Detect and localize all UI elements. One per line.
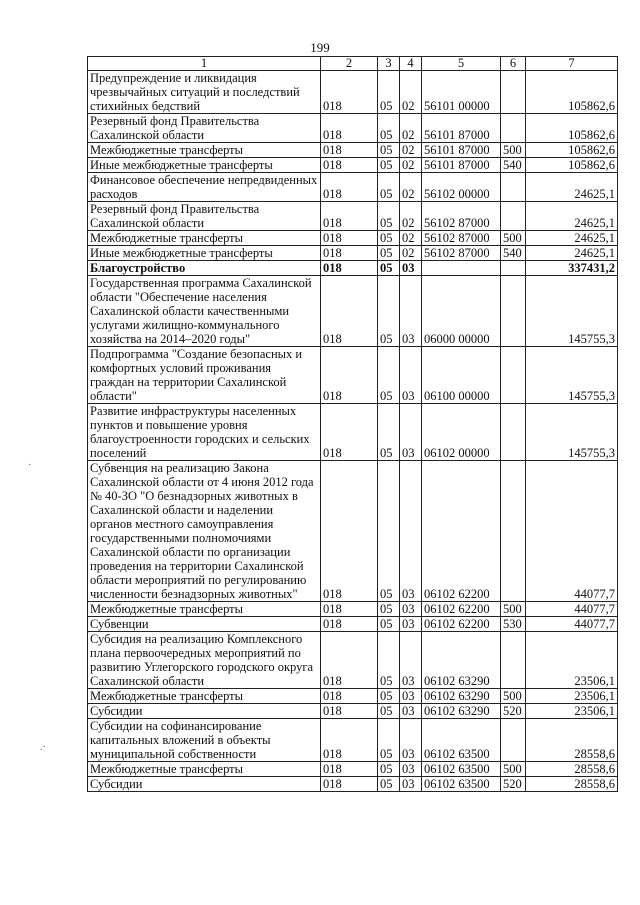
- table-row: [88, 347, 618, 404]
- table-row: [88, 173, 618, 202]
- row-expense-type: [501, 276, 526, 347]
- row-expense-type: [501, 404, 526, 461]
- row-section: 05: [378, 158, 400, 173]
- row-section: 05: [378, 704, 400, 719]
- row-expense-type: 530: [501, 617, 526, 632]
- row-amount: 28558,6: [526, 777, 618, 792]
- row-name: Предупреждение и ликвидация чрезвычайных ситуаций и последствий стихийных бедствий: [88, 71, 321, 114]
- row-amount: 145755,3: [526, 347, 618, 404]
- row-amount: 44077,7: [526, 617, 618, 632]
- table-body: [88, 71, 618, 792]
- scan-speck: .·: [40, 742, 46, 753]
- row-amount: 28558,6: [526, 719, 618, 762]
- row-admin-code: 018: [321, 347, 378, 404]
- row-expense-type: 540: [501, 246, 526, 261]
- row-amount: 44077,7: [526, 461, 618, 602]
- table-row: [88, 719, 618, 762]
- row-expense-type: 520: [501, 704, 526, 719]
- row-admin-code: 018: [321, 762, 378, 777]
- row-name: Субсидии на софинансирование капитальных вложений в объекты муниципальной собственности: [88, 719, 321, 762]
- row-name: Резервный фонд Правительства Сахалинской области: [88, 202, 321, 231]
- row-target-item: 56101 87000: [422, 158, 501, 173]
- row-expense-type: 540: [501, 158, 526, 173]
- row-subsection: 03: [400, 762, 422, 777]
- row-amount: 23506,1: [526, 704, 618, 719]
- row-target-item: 06102 63290: [422, 632, 501, 689]
- row-target-item: 56101 87000: [422, 143, 501, 158]
- row-section: 05: [378, 71, 400, 114]
- row-target-item: 06102 63500: [422, 762, 501, 777]
- row-subsection: 03: [400, 704, 422, 719]
- row-section: 05: [378, 231, 400, 246]
- row-name: Межбюджетные трансферты: [88, 602, 321, 617]
- row-target-item: 56102 00000: [422, 173, 501, 202]
- row-amount: 24625,1: [526, 246, 618, 261]
- row-admin-code: 018: [321, 114, 378, 143]
- row-name: Благоустройство: [88, 261, 321, 276]
- row-expense-type: 520: [501, 777, 526, 792]
- row-section: 05: [378, 202, 400, 231]
- row-subsection: 02: [400, 231, 422, 246]
- row-admin-code: 018: [321, 602, 378, 617]
- row-admin-code: 018: [321, 261, 378, 276]
- row-target-item: 56102 87000: [422, 202, 501, 231]
- page-number: 199: [310, 40, 330, 55]
- row-amount: 28558,6: [526, 762, 618, 777]
- row-section: 05: [378, 461, 400, 602]
- table-row: [88, 71, 618, 114]
- row-name: Межбюджетные трансферты: [88, 143, 321, 158]
- row-name: Субвенции: [88, 617, 321, 632]
- row-expense-type: [501, 261, 526, 276]
- row-amount: 24625,1: [526, 202, 618, 231]
- row-admin-code: 018: [321, 202, 378, 231]
- row-section: 05: [378, 617, 400, 632]
- row-name: Иные межбюджетные трансферты: [88, 158, 321, 173]
- row-expense-type: 500: [501, 231, 526, 246]
- row-section: 05: [378, 143, 400, 158]
- row-section: 05: [378, 276, 400, 347]
- row-target-item: 56101 87000: [422, 114, 501, 143]
- table-row: [88, 617, 618, 632]
- row-subsection: 03: [400, 632, 422, 689]
- row-section: 05: [378, 173, 400, 202]
- row-admin-code: 018: [321, 632, 378, 689]
- row-section: 05: [378, 777, 400, 792]
- row-section: 05: [378, 632, 400, 689]
- row-target-item: 56102 87000: [422, 246, 501, 261]
- header-cell: 4: [400, 57, 422, 71]
- row-expense-type: [501, 632, 526, 689]
- row-expense-type: [501, 719, 526, 762]
- row-amount: 105862,6: [526, 71, 618, 114]
- row-amount: 145755,3: [526, 404, 618, 461]
- header-cell: 7: [526, 57, 618, 71]
- table-header-row: [88, 57, 618, 71]
- row-subsection: 02: [400, 114, 422, 143]
- row-target-item: 56101 00000: [422, 71, 501, 114]
- row-expense-type: [501, 347, 526, 404]
- row-admin-code: 018: [321, 231, 378, 246]
- row-admin-code: 018: [321, 704, 378, 719]
- row-admin-code: 018: [321, 719, 378, 762]
- row-admin-code: 018: [321, 777, 378, 792]
- table-row: [88, 704, 618, 719]
- row-amount: 24625,1: [526, 173, 618, 202]
- row-section: 05: [378, 347, 400, 404]
- row-subsection: 03: [400, 347, 422, 404]
- row-target-item: 06100 00000: [422, 347, 501, 404]
- row-subsection: 03: [400, 261, 422, 276]
- row-admin-code: 018: [321, 143, 378, 158]
- row-name: Субсидия на реализацию Комплексного плана первоочередных мероприятий по развитию Углегорского городского округа Сахалинской области: [88, 632, 321, 689]
- row-section: 05: [378, 261, 400, 276]
- row-name: Межбюджетные трансферты: [88, 231, 321, 246]
- row-name: Субсидии: [88, 777, 321, 792]
- row-section: 05: [378, 689, 400, 704]
- row-subsection: 03: [400, 276, 422, 347]
- row-expense-type: [501, 202, 526, 231]
- row-amount: 145755,3: [526, 276, 618, 347]
- row-subsection: 02: [400, 246, 422, 261]
- row-admin-code: 018: [321, 617, 378, 632]
- table-row: [88, 231, 618, 246]
- row-amount: 105862,6: [526, 143, 618, 158]
- row-target-item: 06102 63290: [422, 689, 501, 704]
- table-row: [88, 261, 618, 276]
- row-name: Финансовое обеспечение непредвиденных расходов: [88, 173, 321, 202]
- row-admin-code: 018: [321, 71, 378, 114]
- header-cell: 2: [321, 57, 378, 71]
- row-name: Подпрограмма "Создание безопасных и комфортных условий проживания граждан на территории Сахалинской области": [88, 347, 321, 404]
- row-name: Государственная программа Сахалинской области "Обеспечение населения Сахалинской области качественными услугами жилищно-коммунального хозяйства на 2014–2020 годы": [88, 276, 321, 347]
- header-cell: 6: [501, 57, 526, 71]
- row-amount: 337431,2: [526, 261, 618, 276]
- row-target-item: 56102 87000: [422, 231, 501, 246]
- row-subsection: 03: [400, 777, 422, 792]
- row-amount: 105862,6: [526, 114, 618, 143]
- row-amount: 23506,1: [526, 689, 618, 704]
- row-subsection: 03: [400, 719, 422, 762]
- header-cell: 1: [88, 57, 321, 71]
- row-subsection: 02: [400, 158, 422, 173]
- table-row: [88, 158, 618, 173]
- row-expense-type: 500: [501, 762, 526, 777]
- row-amount: 23506,1: [526, 632, 618, 689]
- row-admin-code: 018: [321, 404, 378, 461]
- table-row: [88, 632, 618, 689]
- row-target-item: 06102 63500: [422, 777, 501, 792]
- row-subsection: 02: [400, 143, 422, 158]
- table-row: [88, 202, 618, 231]
- row-section: 05: [378, 762, 400, 777]
- row-subsection: 02: [400, 173, 422, 202]
- row-expense-type: 500: [501, 689, 526, 704]
- row-subsection: 03: [400, 617, 422, 632]
- row-target-item: [422, 261, 501, 276]
- row-admin-code: 018: [321, 689, 378, 704]
- row-expense-type: 500: [501, 602, 526, 617]
- row-subsection: 02: [400, 202, 422, 231]
- row-expense-type: [501, 173, 526, 202]
- row-target-item: 06102 62200: [422, 461, 501, 602]
- row-name: Развитие инфраструктуры населенных пунктов и повышение уровня благоустроенности городских и сельских поселений: [88, 404, 321, 461]
- table-row: [88, 461, 618, 602]
- table-row: [88, 689, 618, 704]
- row-subsection: 03: [400, 461, 422, 602]
- row-admin-code: 018: [321, 461, 378, 602]
- table-row: [88, 143, 618, 158]
- row-subsection: 02: [400, 71, 422, 114]
- row-target-item: 06102 62200: [422, 617, 501, 632]
- row-target-item: 06102 63290: [422, 704, 501, 719]
- row-expense-type: [501, 114, 526, 143]
- table-row: [88, 246, 618, 261]
- row-name: Субсидии: [88, 704, 321, 719]
- row-admin-code: 018: [321, 276, 378, 347]
- table-row: [88, 777, 618, 792]
- row-target-item: 06102 63500: [422, 719, 501, 762]
- row-name: Резервный фонд Правительства Сахалинской области: [88, 114, 321, 143]
- row-name: Межбюджетные трансферты: [88, 762, 321, 777]
- row-amount: 105862,6: [526, 158, 618, 173]
- row-section: 05: [378, 719, 400, 762]
- row-expense-type: [501, 71, 526, 114]
- header-cell: 3: [378, 57, 400, 71]
- row-target-item: 06102 00000: [422, 404, 501, 461]
- table-row: [88, 114, 618, 143]
- row-section: 05: [378, 114, 400, 143]
- row-admin-code: 018: [321, 246, 378, 261]
- row-name: Субвенция на реализацию Закона Сахалинской области от 4 июня 2012 года № 40-ЗО "О безнадзорных животных в Сахалинской области и наделении органов местного самоуправления государственными полномочиями Сахалинской области по организации проведения на территории Сахалинской области мероприятий по регулированию численности безнадзорных животных": [88, 461, 321, 602]
- row-expense-type: 500: [501, 143, 526, 158]
- row-subsection: 03: [400, 602, 422, 617]
- table-row: [88, 276, 618, 347]
- row-subsection: 03: [400, 404, 422, 461]
- row-section: 05: [378, 602, 400, 617]
- row-name: Межбюджетные трансферты: [88, 689, 321, 704]
- row-subsection: 03: [400, 689, 422, 704]
- row-target-item: 06102 62200: [422, 602, 501, 617]
- row-section: 05: [378, 404, 400, 461]
- table-row: [88, 602, 618, 617]
- row-name: Иные межбюджетные трансферты: [88, 246, 321, 261]
- row-amount: 24625,1: [526, 231, 618, 246]
- row-amount: 44077,7: [526, 602, 618, 617]
- row-section: 05: [378, 246, 400, 261]
- scan-speck: ·: [28, 460, 32, 471]
- row-admin-code: 018: [321, 173, 378, 202]
- table-row: [88, 762, 618, 777]
- row-admin-code: 018: [321, 158, 378, 173]
- budget-table: [87, 56, 618, 792]
- header-cell: 5: [422, 57, 501, 71]
- row-expense-type: [501, 461, 526, 602]
- table-row: [88, 404, 618, 461]
- row-target-item: 06000 00000: [422, 276, 501, 347]
